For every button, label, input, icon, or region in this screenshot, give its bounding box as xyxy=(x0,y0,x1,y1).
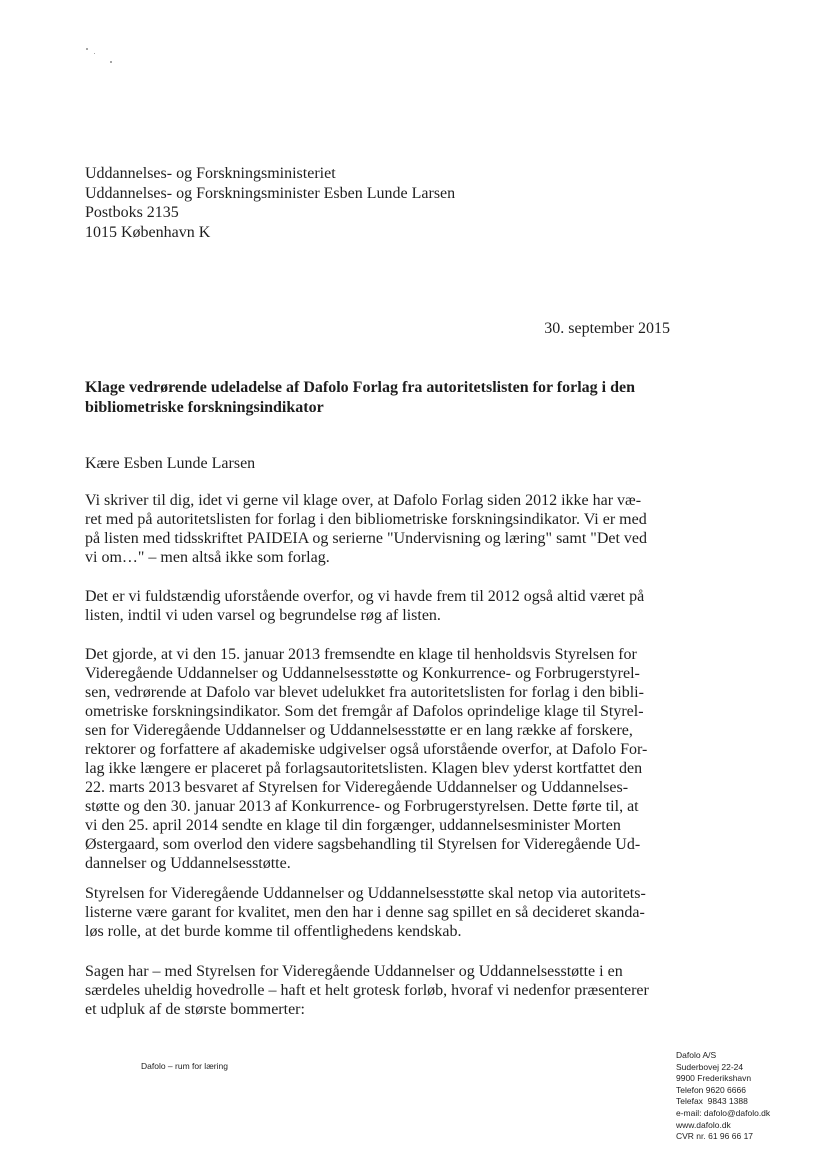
body-paragraph xyxy=(85,587,685,625)
paragraph-line: listerne være garant for kvalitet, men den har i denne sag spillet en så decideret skanda- xyxy=(85,904,645,921)
company-line: www.dafolo.dk xyxy=(676,1119,731,1130)
body-paragraph xyxy=(85,962,685,1019)
company-line: e-mail: dafolo@dafolo.dk xyxy=(676,1107,771,1118)
paragraph-line: Sagen har – med Styrelsen for Videregående Uddannelser og Uddannelsesstøtte i en xyxy=(85,963,623,980)
company-line: Dafolo A/S xyxy=(676,1050,717,1060)
company-line: 9900 Frederikshavn xyxy=(676,1073,752,1084)
recipient-line: Postboks 2135 xyxy=(85,204,179,221)
company-line: Suderbovej 22-24 xyxy=(676,1061,744,1072)
subject-line: bibliometriske forskningsindikator xyxy=(85,398,324,416)
footer-slogan: Dafolo – rum for læring xyxy=(141,1061,228,1071)
paragraph-line: støtte og den 30. januar 2013 af Konkurrence- og Forbrugerstyrelsen. Dette førte til, at xyxy=(85,798,639,815)
body-paragraph xyxy=(85,491,685,567)
paragraph-line: sen for Videregående Uddannelser og Uddannelsesstøtte er en lang række af forskere, xyxy=(85,722,633,739)
paragraph-line: vi den 25. april 2014 sendte en klage til din forgænger, uddannelsesminister Morten xyxy=(85,817,621,834)
letter-greeting: Kære Esben Lunde Larsen xyxy=(85,455,256,472)
footer-company-info xyxy=(676,1050,770,1143)
paragraph-line: Videregående Uddannelser og Uddannelsesstøtte og Konkurrence- og Forbrugerstyrel- xyxy=(85,665,640,682)
paragraph-line: Det er vi fuldstændig uforstående overfor, og vi havde frem til 2012 også altid været på xyxy=(85,588,645,605)
scan-specks xyxy=(80,40,120,70)
recipient-line: 1015 København K xyxy=(85,223,211,241)
paragraph-line: på listen med tidsskriftet PAIDEIA og serierne "Undervisning og læring" samt "Det ved xyxy=(85,530,648,547)
letter-date: 30. september 2015 xyxy=(544,320,670,337)
recipient-line: Uddannelses- og Forskningsminister Esben Lunde Larsen xyxy=(85,184,456,202)
body-paragraph xyxy=(85,884,685,941)
company-line: Telefon 9620 6666 xyxy=(676,1084,746,1095)
paragraph-line: ret med på autoritetslisten for forlag i den bibliometriske forskningsindikator. Vi er med xyxy=(85,511,647,528)
paragraph-line: rektorer og forfattere af akademiske udgivelser også uforstående overfor, at Dafolo For- xyxy=(85,741,648,758)
company-line: Telefax 9843 1388 xyxy=(676,1096,748,1107)
paragraph-line: et udpluk af de største bommerter: xyxy=(85,1001,305,1018)
paragraph-line: særdeles uheldig hovedrolle – haft et helt grotesk forløb, hvoraf vi nedenfor præsenterer xyxy=(85,982,649,999)
paragraph-line: lag ikke længere er placeret på forlagsautoritetslisten. Klagen blev yderst kortfattet den xyxy=(85,760,643,777)
recipient-address xyxy=(85,164,455,242)
paragraph-line: listen, indtil vi uden varsel og begrundelse røg af listen. xyxy=(85,607,441,624)
paragraph-line: vi om…" – men altså ikke som forlag. xyxy=(85,549,330,566)
paragraph-line: Vi skriver til dig, idet vi gerne vil klage over, at Dafolo Forlag siden 2012 ikke har væ- xyxy=(85,492,642,509)
paragraph-line: Det gjorde, at vi den 15. januar 2013 fremsendte en klage til henholdsvis Styrelsen for xyxy=(85,646,637,663)
paragraph-line: ometriske forskningsindikator. Som det fremgår af Dafolos oprindelige klage til Styrel- xyxy=(85,703,644,720)
paragraph-line: 22. marts 2013 besvaret af Styrelsen for Videregående Uddannelser og Uddannelses- xyxy=(85,779,629,796)
paragraph-line: dannelser og Uddannelsesstøtte. xyxy=(85,855,291,872)
paragraph-line: løs rolle, at det burde komme til offentlighedens kendskab. xyxy=(85,923,462,940)
subject-line: Klage vedrørende udeladelse af Dafolo Forlag fra autoritetslisten for forlag i den xyxy=(85,379,635,396)
paragraph-line: sen, vedrørende at Dafolo var blevet udelukket fra autoritetslisten for forlag i den bibli- xyxy=(85,684,644,701)
paragraph-line: Styrelsen for Videregående Uddannelser og Uddannelsesstøtte skal netop via autoritets- xyxy=(85,885,646,902)
recipient-line: Uddannelses- og Forskningsministeriet xyxy=(85,165,336,182)
company-line: CVR nr. 61 96 66 17 xyxy=(676,1131,754,1142)
letter-subject xyxy=(85,378,685,417)
paragraph-line: Østergaard, som overlod den videre sagsbehandling til Styrelsen for Videregående Ud- xyxy=(85,836,641,853)
body-paragraph xyxy=(85,645,685,873)
